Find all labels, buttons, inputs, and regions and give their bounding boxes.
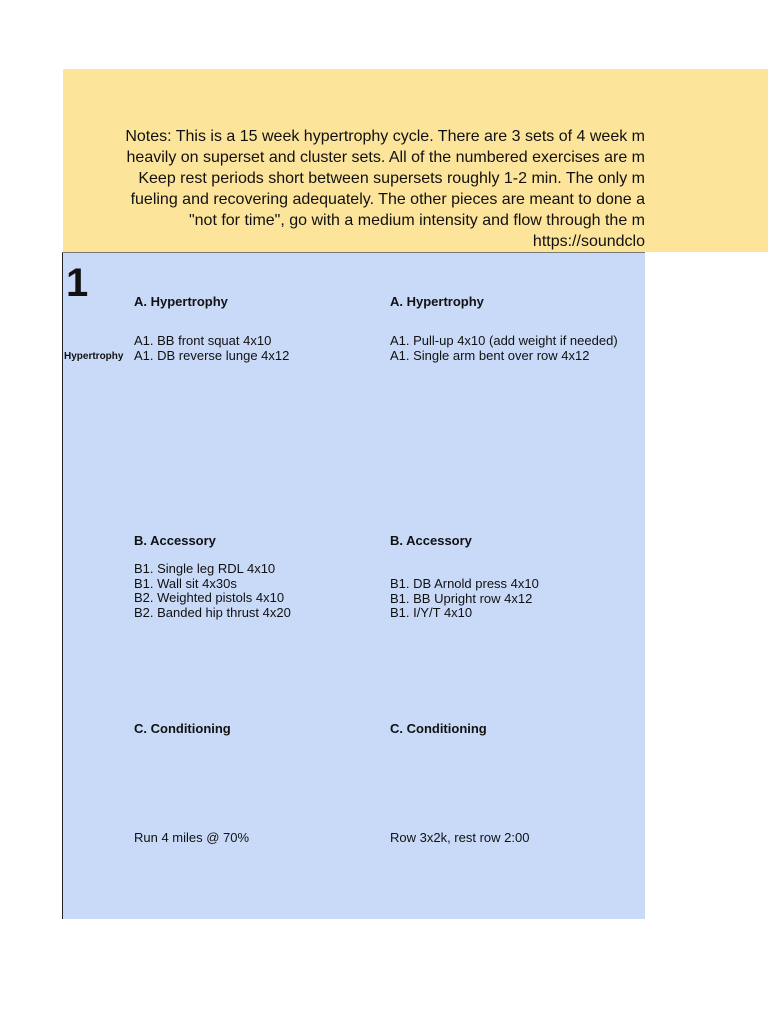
notes-line: Keep rest periods short between supersets roughly 1-2 min. The only m [138, 170, 645, 187]
exercise-item: B2. Banded hip thrust 4x20 [134, 604, 291, 620]
hypertrophy-exercise-list [390, 334, 618, 363]
hypertrophy-heading: A. Hypertrophy [134, 294, 228, 309]
notes-line: "not for time", go with a medium intensity and flow through the m [188, 212, 645, 229]
exercise-item: B1. BB Upright row 4x12 [390, 590, 533, 606]
notes-line: fueling and recovering adequately. The other pieces are meant to done a [130, 191, 645, 208]
conditioning-heading: C. Conditioning [134, 721, 231, 736]
notes-text [63, 126, 645, 252]
notes-line: heavily on superset and cluster sets. All of the numbered exercises are m [126, 149, 645, 166]
exercise-item: A1. Pull-up 4x10 (add weight if needed) [390, 333, 618, 348]
notes-line: Notes: This is a 15 week hypertrophy cycle. There are 3 sets of 4 week m [125, 128, 645, 145]
exercise-item: B1. I/Y/T 4x10 [390, 605, 473, 621]
exercise-item: B1. DB Arnold press 4x10 [390, 576, 539, 591]
accessory-heading: B. Accessory [390, 533, 472, 548]
week-number: 1 [66, 261, 89, 305]
top-divider [62, 252, 645, 253]
conditioning-heading: C. Conditioning [390, 721, 487, 736]
hypertrophy-exercise-list [134, 334, 289, 363]
exercise-item: B1. Wall sit 4x30s [134, 575, 237, 591]
exercise-item: A1. Single arm bent over row 4x12 [390, 347, 590, 363]
conditioning-workout: Run 4 miles @ 70% [134, 830, 250, 845]
accessory-exercise-list [134, 562, 291, 620]
exercise-item: B2. Weighted pistols 4x10 [134, 590, 285, 606]
accessory-exercise-list [390, 577, 539, 621]
exercise-item: A1. BB front squat 4x10 [134, 333, 272, 348]
phase-label: Hypertrophy [64, 351, 124, 362]
hypertrophy-heading: A. Hypertrophy [390, 294, 484, 309]
conditioning-workout: Row 3x2k, rest row 2:00 [390, 830, 530, 845]
accessory-heading: B. Accessory [134, 533, 216, 548]
notes-link[interactable]: https://soundclo [532, 233, 645, 250]
exercise-item: A1. DB reverse lunge 4x12 [134, 347, 290, 363]
left-divider [62, 252, 63, 919]
exercise-item: B1. Single leg RDL 4x10 [134, 561, 276, 576]
